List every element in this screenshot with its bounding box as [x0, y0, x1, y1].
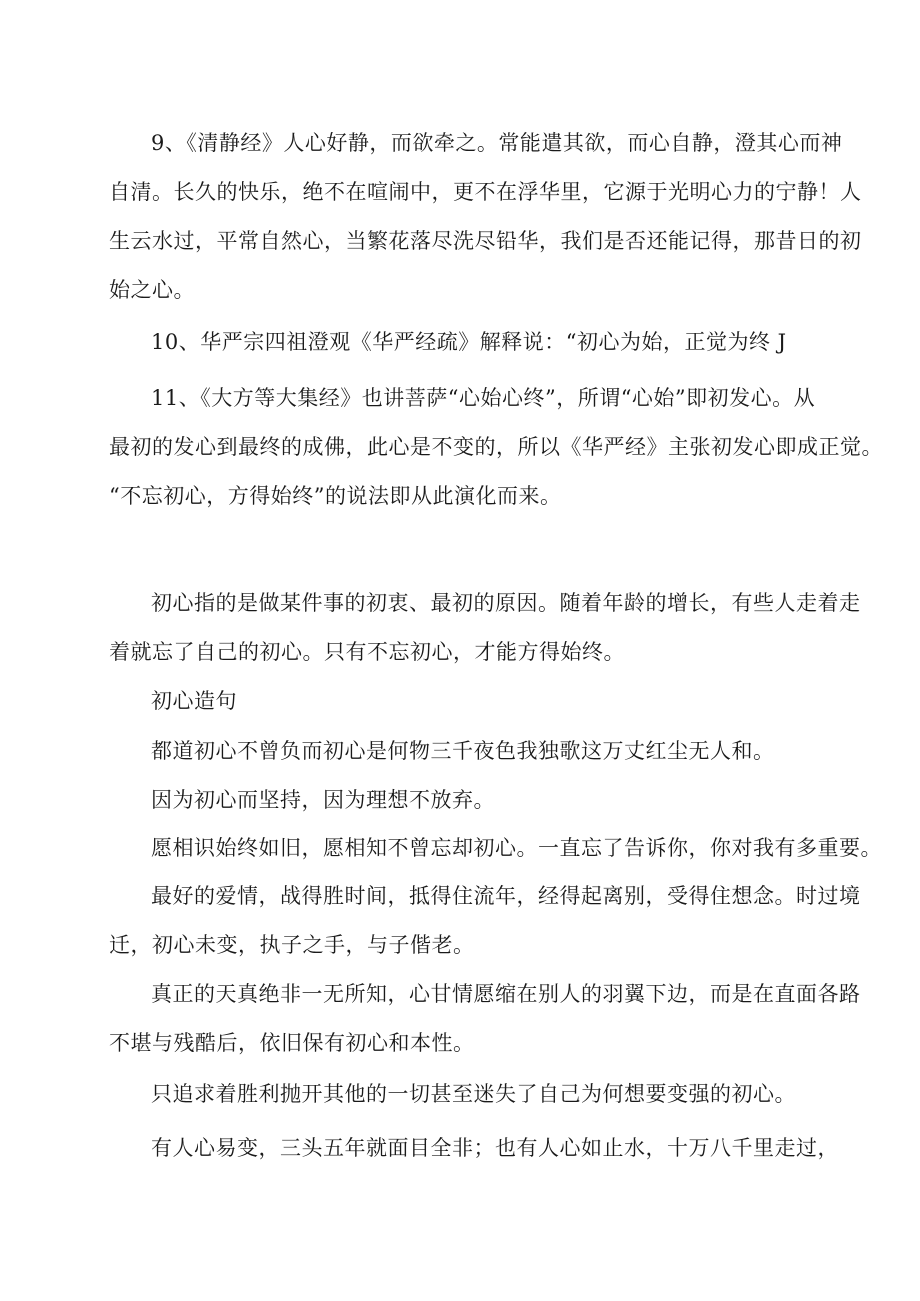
- sentence-6: 只追求着胜利抛开其他的一切甚至迷失了自己为何想要变强的初心。: [151, 1082, 796, 1106]
- paragraph-9-line-1: 9、《清静经》人心好静，而欲牵之。常能遣其欲，而心自静，澄其心而神: [151, 131, 843, 155]
- sentence-4-line-2: 迁，初心未变，执子之手，与子偕老。: [109, 933, 475, 957]
- sentence-1: 都道初心不曾负而初心是何物三千夜色我独歌这万丈红尘无人和。: [151, 739, 775, 763]
- paragraph-11-line-3: “不忘初心，方得始终”的说法即从此演化而来。: [109, 484, 562, 508]
- intro-line-2: 着就忘了自己的初心。只有不忘初心，才能方得始终。: [109, 640, 625, 664]
- sentence-5-line-2: 不堪与残酷后，依旧保有初心和本性。: [109, 1031, 475, 1055]
- sentence-5-line-1: 真正的天真绝非一无所知，心甘情愿缩在别人的羽翼下边，而是在直面各路: [151, 982, 861, 1006]
- sentence-2: 因为初心而坚持，因为理想不放弃。: [151, 788, 495, 812]
- section-heading: 初心造句: [151, 689, 237, 713]
- intro-line-1: 初心指的是做某件事的初衷、最初的原因。随着年龄的增长，有些人走着走: [151, 591, 861, 615]
- paragraph-10-line-1: 10、华严宗四祖澄观《华严经疏》解释说：“初心为始，正觉为终 J: [151, 330, 787, 354]
- paragraph-11-line-2: 最初的发心到最终的成佛，此心是不变的，所以《华严经》主张初发心即成正觉。: [109, 435, 883, 459]
- sentence-4-line-1: 最好的爱情，战得胜时间，抵得住流年，经得起离别，受得住想念。时过境: [151, 884, 861, 908]
- sentence-7-line-1: 有人心易变，三头五年就面目全非；也有人心如止水，十万八千里走过，: [151, 1136, 839, 1160]
- paragraph-9-line-3: 生云水过，平常自然心，当繁花落尽洗尽铅华，我们是否还能记得，那昔日的初: [109, 229, 862, 253]
- paragraph-11-line-1: 11、《大方等大集经》也讲菩萨“心始心终”，所谓“心始”即初发心。从: [151, 386, 816, 410]
- sentence-3: 愿相识始终如旧，愿相知不曾忘却初心。一直忘了告诉你，你对我有多重要。: [151, 836, 882, 860]
- paragraph-9-line-4: 始之心。: [109, 278, 195, 302]
- paragraph-9-line-2: 自清。长久的快乐，绝不在喧闹中，更不在浮华里，它源于光明心力的宁静！人: [109, 180, 862, 204]
